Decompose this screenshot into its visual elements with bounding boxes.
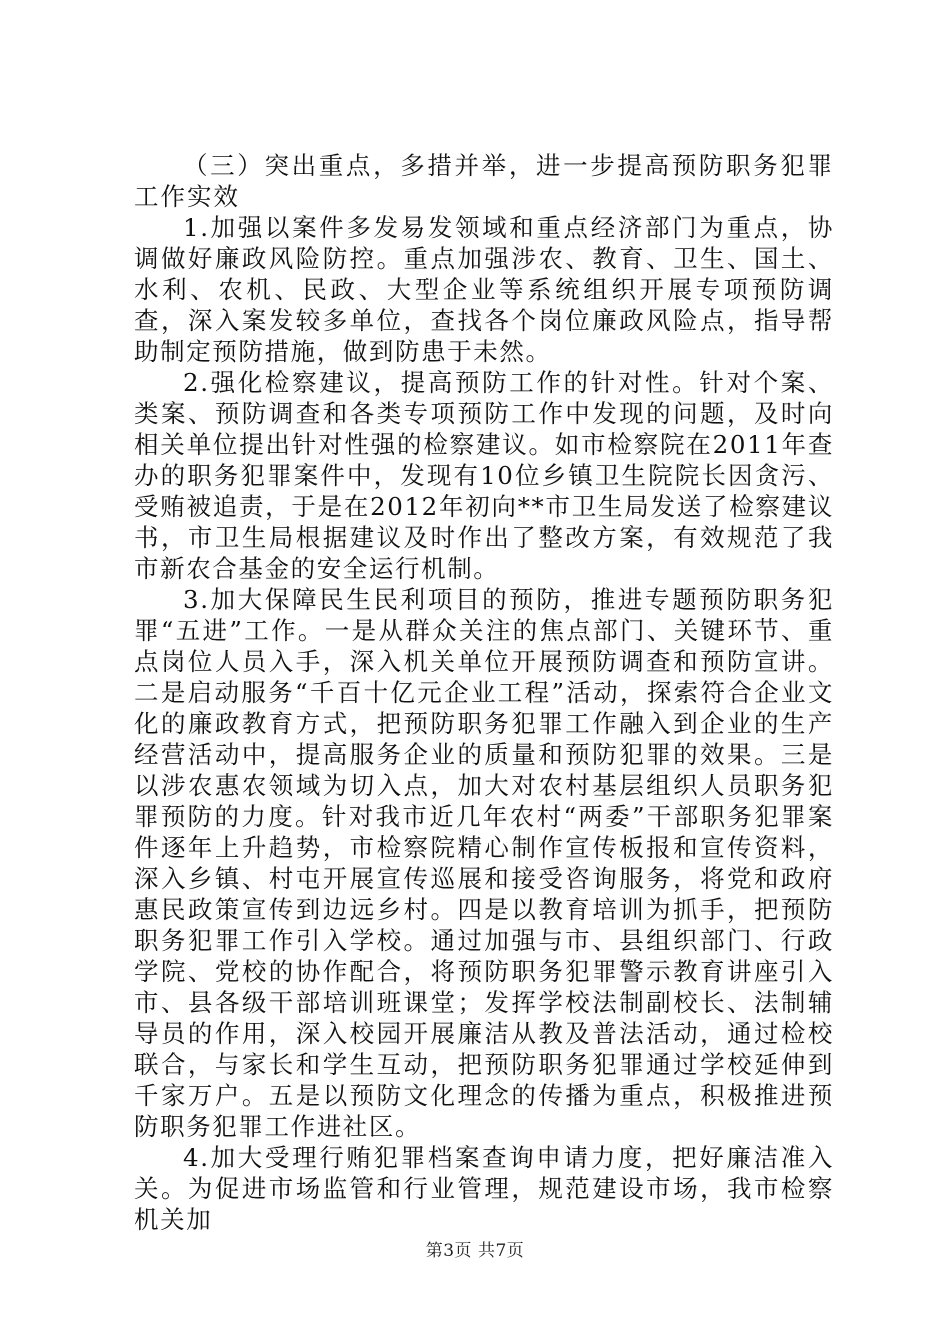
- paragraph-1: 1.加强以案件多发易发领域和重点经济部门为重点，协调做好廉政风险防控。重点加强涉农、教育、卫生、国土、水利、农机、民政、大型企业等系统组织开展专项预防调查，深入案发较多单位，查找各个岗位廉政风险点，指导帮助制定预防措施，做到防患于未然。: [134, 213, 834, 366]
- section-heading: （三）突出重点，多措并举，进一步提高预防职务犯罪工作实效: [134, 151, 834, 211]
- paragraph-3: 3.加大保障民生民利项目的预防，推进专题预防职务犯罪“五进”工作。一是从群众关注的焦点部门、关键环节、重点岗位人员入手，深入机关单位开展预防调查和预防宣讲。二是启动服务“千百十亿元企业工程”活动，探索符合企业文化的廉政教育方式，把预防职务犯罪工作融入到企业的生产经营活动中，提高服务企业的质量和预防犯罪的效果。三是以涉农惠农领域为切入点，加大对农村基层组织人员职务犯罪预防的力度。针对我市近几年农村“两委”干部职务犯罪案件逐年上升趋势，市检察院精心制作宣传板报和宣传资料，深入乡镇、村屯开展宣传巡展和接受咨询服务，将党和政府惠民政策宣传到边远乡村。四是以教育培训为抓手，把预防职务犯罪工作引入学校。通过加强与市、县组织部门、行政学院、党校的协作配合，将预防职务犯罪警示教育讲座引入市、县各级干部培训班课堂；发挥学校法制副校长、法制辅导员的作用，深入校园开展廉洁从教及普法活动，通过检校联合，与家长和学生互动，把预防职务犯罪通过学校延伸到千家万户。五是以预防文化理念的传播为重点，积极推进预防职务犯罪工作进社区。: [134, 585, 834, 1141]
- paragraph-2: 2.强化检察建议，提高预防工作的针对性。针对个案、类案、预防调查和各类专项预防工作中发现的问题，及时向相关单位提出针对性强的检察建议。如市检察院在2011年查办的职务犯罪案件中，发现有10位乡镇卫生院院长因贪污、受贿被追责，于是在2012年初向**市卫生局发送了检察建议书，市卫生局根据建议及时作出了整改方案，有效规范了我市新农合基金的安全运行机制。: [134, 368, 834, 583]
- document-body: [134, 150, 834, 1235]
- page-number-footer: 第3页 共7页: [425, 1241, 525, 1261]
- paragraph-4: 4.加大受理行贿犯罪档案查询申请力度，把好廉洁准入关。为促进市场监管和行业管理，规范建设市场，我市检察机关加: [134, 1143, 834, 1234]
